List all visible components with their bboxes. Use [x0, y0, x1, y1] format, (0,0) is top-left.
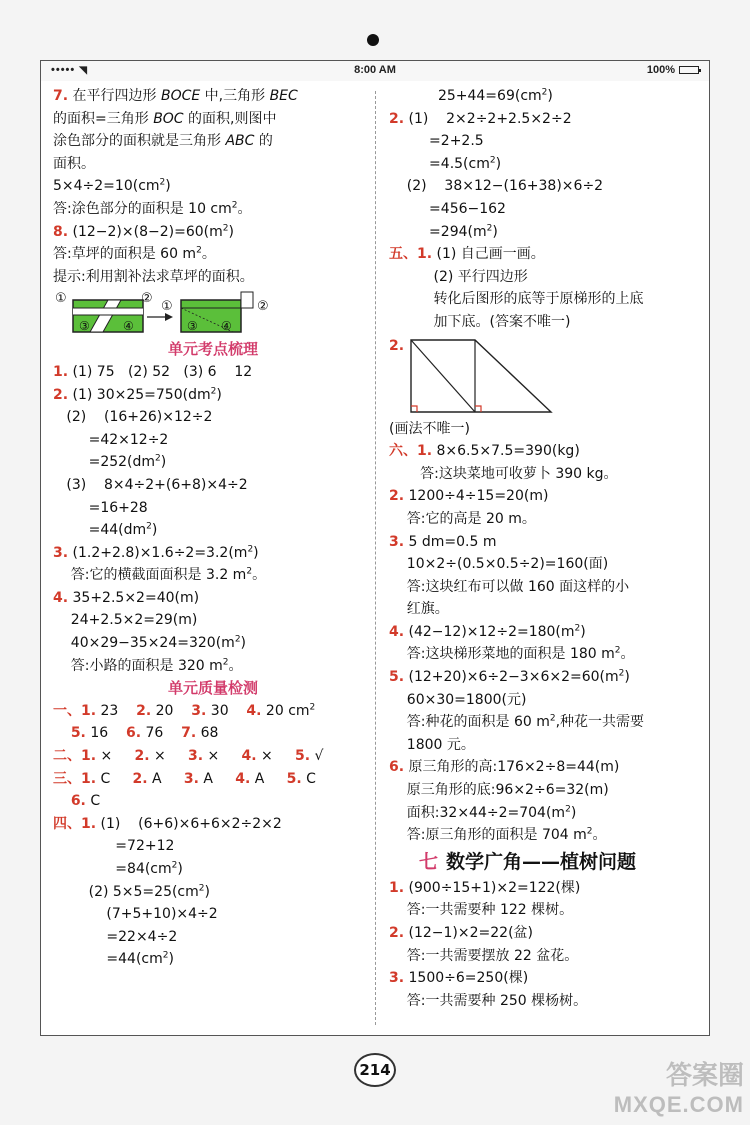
lawn-diagram: [53, 288, 293, 338]
text-line: 面积。: [53, 155, 95, 172]
fig-label-1: ①: [55, 291, 67, 307]
text-line: (2) 平行四边形: [389, 268, 528, 285]
text-line: 答:一共需要种 122 棵树。: [389, 902, 574, 919]
text-line: (7+5+10)×4÷2: [53, 906, 218, 923]
right-block-3: [389, 877, 704, 1013]
column-divider: [375, 91, 376, 1025]
section-title: 数学广角——植树问题: [446, 850, 637, 873]
text-line: 答:一共需要种 250 棵杨树。: [389, 992, 588, 1009]
text-line: 10×2÷(0.5×0.5÷2)=160(面): [389, 556, 609, 573]
text-line: 的面积=三角形 BOC 的面积,则图中: [53, 110, 277, 127]
text-line: 一、1. 23 2. 20 3. 30 4. 20 $cm^2$: [53, 702, 316, 719]
camera-dot: [367, 34, 379, 46]
watermark: [614, 1060, 744, 1120]
text-line: 2. (12−1)×2=22(盆): [389, 925, 533, 941]
fig-label-3: ③: [79, 319, 90, 334]
text-line: 面积$:32\times 44\div 2=704(m^2)$: [389, 803, 577, 821]
left-column: [53, 85, 373, 971]
text-line: 三、1. C 2. A 3. A 4. A 5. C: [53, 770, 316, 787]
text-line: 1. (900÷15+1)×2=122(棵): [389, 879, 581, 896]
text-line: 2. 1200÷4÷15=20(m): [389, 488, 549, 505]
text-line: (2) (16+26)×12÷2: [53, 409, 213, 426]
text-line: $5\times 4\div 2=10(cm^2)$: [53, 177, 171, 195]
page-number: 214: [354, 1053, 396, 1087]
trapezoid-figure: [389, 334, 704, 418]
text-line: =2+2.5: [389, 133, 484, 150]
text-line: $=44(cm^2)$: [53, 950, 174, 968]
text-line: $40\times 29-35\times 24=320(m^2)$: [53, 634, 247, 652]
text-line: 1800 元。: [389, 736, 475, 753]
text-line: =16+28: [53, 499, 148, 516]
text-line: 单元质量检测: [167, 679, 258, 698]
text-line: 答:草坪的面积是 60 $m^2$。: [53, 245, 216, 263]
fig-label-3b: ③: [187, 319, 198, 334]
text-line: $=44(dm^2)$: [53, 521, 158, 539]
text-line: 8. $(12-2)\times(8-2)=60(m^2)$: [53, 222, 234, 240]
text-line: 二、1. × 2. × 3. × 4. × 5. √: [53, 748, 324, 765]
text-line: 3. 5 dm=0.5 m: [389, 533, 497, 550]
text-line: =72+12: [53, 838, 175, 855]
fig-label-1b: ①: [161, 299, 173, 315]
text-line: 涂色部分的面积就是三角形 ABC 的: [53, 133, 273, 150]
text-line: 答:种花的面积是 60 $m^2$,种花一共需要: [389, 713, 645, 731]
text-line: 6. 原三角形的高:176×2÷8=44(m): [389, 759, 620, 776]
fig-label-4: ④: [123, 319, 134, 334]
right-column: [389, 85, 704, 1012]
text-line: 答:这块梯形菜地的面积是 180 $m^2$。: [389, 645, 635, 663]
text-line: (2) $5\times 5=25(cm^2)$: [53, 882, 210, 900]
right-block-1: [389, 85, 704, 334]
text-line: 24+2.5×2=29(m): [53, 612, 198, 629]
text-line: 红旗。: [389, 601, 449, 618]
text-line: 6. C: [70, 793, 101, 810]
text-line: 答:这块菜地可收萝卜 390 kg。: [389, 465, 618, 482]
status-time: 8:00 AM: [354, 64, 396, 76]
text-line: 原三角形的底:96×2÷6=32(m): [389, 782, 609, 799]
battery-icon: [679, 66, 699, 74]
lawn-figure: [53, 288, 373, 338]
text-line: $=84(cm^2)$: [53, 860, 183, 877]
text-line: 答:小路的面积是 320 $m^2$。: [53, 657, 243, 674]
text-line: 答:一共需要摆放 22 盆花。: [389, 947, 579, 964]
text-line: 转化后图形的底等于原梯形的上底: [389, 291, 644, 308]
text-line: 60×30=1800(元): [389, 691, 527, 708]
status-bar: [41, 61, 709, 81]
text-line: =456−162: [389, 200, 506, 217]
fig-label-4b: ④: [221, 319, 232, 334]
fig-label-2: ②: [141, 291, 153, 307]
section-heading: [389, 847, 704, 877]
screen: [40, 60, 710, 1036]
text-line: 3. 1500÷6=250(棵): [389, 970, 529, 987]
text-line: 单元考点梳理: [167, 340, 258, 359]
right-block-2: [389, 418, 704, 847]
wifi-icon: ◥: [79, 65, 88, 76]
signal-text: •••••: [51, 64, 76, 76]
text-line: 提示:利用割补法求草坪的面积。: [53, 268, 254, 285]
text-line: 3. $(1.2+2.8)\times 1.6\div 2=3.2(m^2)$: [53, 544, 259, 561]
watermark-logo: 答案圈: [665, 1060, 744, 1090]
text-line: $25+44=69(cm^2)$: [389, 87, 553, 104]
fig-label-2b: ②: [257, 299, 269, 315]
text-line: 四、1. (1) (6+6)×6+6×2÷2×2: [53, 815, 282, 832]
left-block-2: [53, 338, 373, 971]
section-number: 七: [419, 850, 439, 873]
text-line: 2. (1) $30\times 25=750(dm^2)$: [53, 385, 222, 403]
text-line: 六、1. 8×6.5×7.5=390(kg): [389, 443, 580, 460]
text-line: (画法不唯一): [389, 420, 470, 437]
text-line: 答:原三角形的面积是 704 $m^2$。: [389, 826, 607, 844]
text-line: 5. 16 6. 76 7. 68: [70, 725, 219, 742]
watermark-site: MXQE.COM: [613, 1092, 744, 1117]
battery-percent: 100%: [646, 64, 675, 76]
text-line: 加下底。(答案不唯一): [389, 313, 571, 330]
text-line: 答:它的横截面面积是 3.2 $m^2$。: [53, 566, 267, 584]
text-line: 2. (1) 2×2÷2+2.5×2÷2: [389, 110, 572, 127]
text-line: 1. (1) 75 (2) 52 (3) 6 12: [53, 363, 253, 380]
text-line: 4. 35+2.5×2=40(m): [53, 589, 200, 606]
text-line: 4. $(42-12)\times 12\div 2=180(m^2)$: [389, 623, 586, 640]
text-line: (2) 38×12−(16+38)×6÷2: [389, 178, 604, 195]
text-line: $=294(m^2)$: [389, 222, 498, 240]
text-line: 五、1. (1) 自己画一画。: [389, 246, 545, 263]
text-line: 5. $(12+20)\times 6\div 2-3\times 6\times 2=60(m^2)$: [389, 668, 630, 686]
fig2-label: 2.: [389, 337, 405, 354]
text-line: 答:涂色部分的面积是 10 $cm^2$。: [53, 200, 252, 217]
text-line: $=4.5(cm^2)$: [389, 155, 502, 172]
text-line: =22×4÷2: [53, 928, 178, 945]
battery-indicator: [647, 64, 699, 76]
text-line: 答:这块红布可以做 160 面这样的小: [389, 578, 630, 595]
text-line: =42×12÷2: [53, 431, 169, 448]
text-line: 答:它的高是 20 m。: [389, 510, 536, 527]
text-line: 7. 在平行四边形 BOCE 中,三角形 BEC: [53, 88, 298, 104]
text-line: $=252(dm^2)$: [53, 453, 167, 471]
left-block-1: [53, 85, 373, 288]
trapezoid-diagram: [389, 334, 589, 418]
text-line: (3) 8×4÷2+(6+8)×4÷2: [53, 476, 248, 493]
